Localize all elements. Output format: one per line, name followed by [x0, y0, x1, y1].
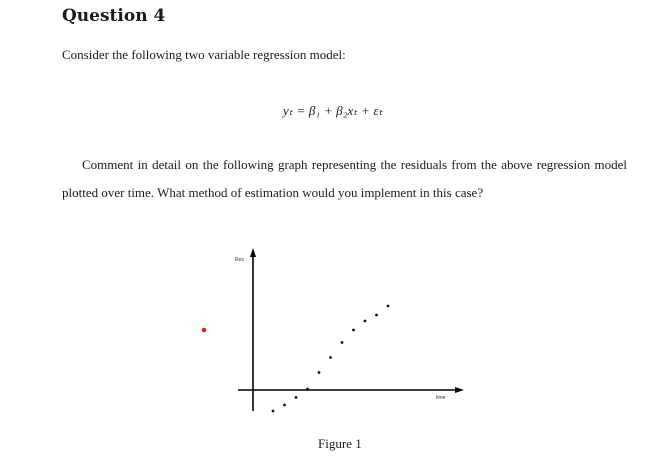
y-axis-label: Res [235, 257, 244, 263]
regression-equation: yₜ = β₁ + β₂xₜ + εₜ [283, 103, 383, 118]
x-axis-arrowhead [455, 387, 464, 393]
residual-point-3 [295, 396, 298, 399]
question-heading: Question 4 [62, 6, 166, 26]
residual-point-9 [364, 320, 367, 323]
residual-point-4 [306, 388, 309, 391]
figure-caption: Figure 1 [318, 436, 362, 451]
residual-point-6 [329, 356, 332, 359]
residual-point-2 [283, 404, 286, 407]
residual-point-10 [375, 314, 378, 317]
residual-point-11 [387, 305, 390, 308]
x-axis-label: time [436, 395, 446, 401]
residual-point-7 [341, 341, 344, 344]
question-body: Comment in detail on the following graph representing the residuals from the above regression model plotted over time. What method of estimation would you implement in this case? [62, 157, 627, 200]
residual-point-1 [272, 410, 275, 413]
residual-point-5 [318, 371, 321, 374]
residual-points [272, 305, 390, 413]
red-marker-dot [202, 328, 207, 333]
residual-point-8 [352, 329, 355, 332]
y-axis-arrowhead [250, 248, 256, 257]
intro-text: Consider the following two variable regression model: [62, 47, 346, 62]
